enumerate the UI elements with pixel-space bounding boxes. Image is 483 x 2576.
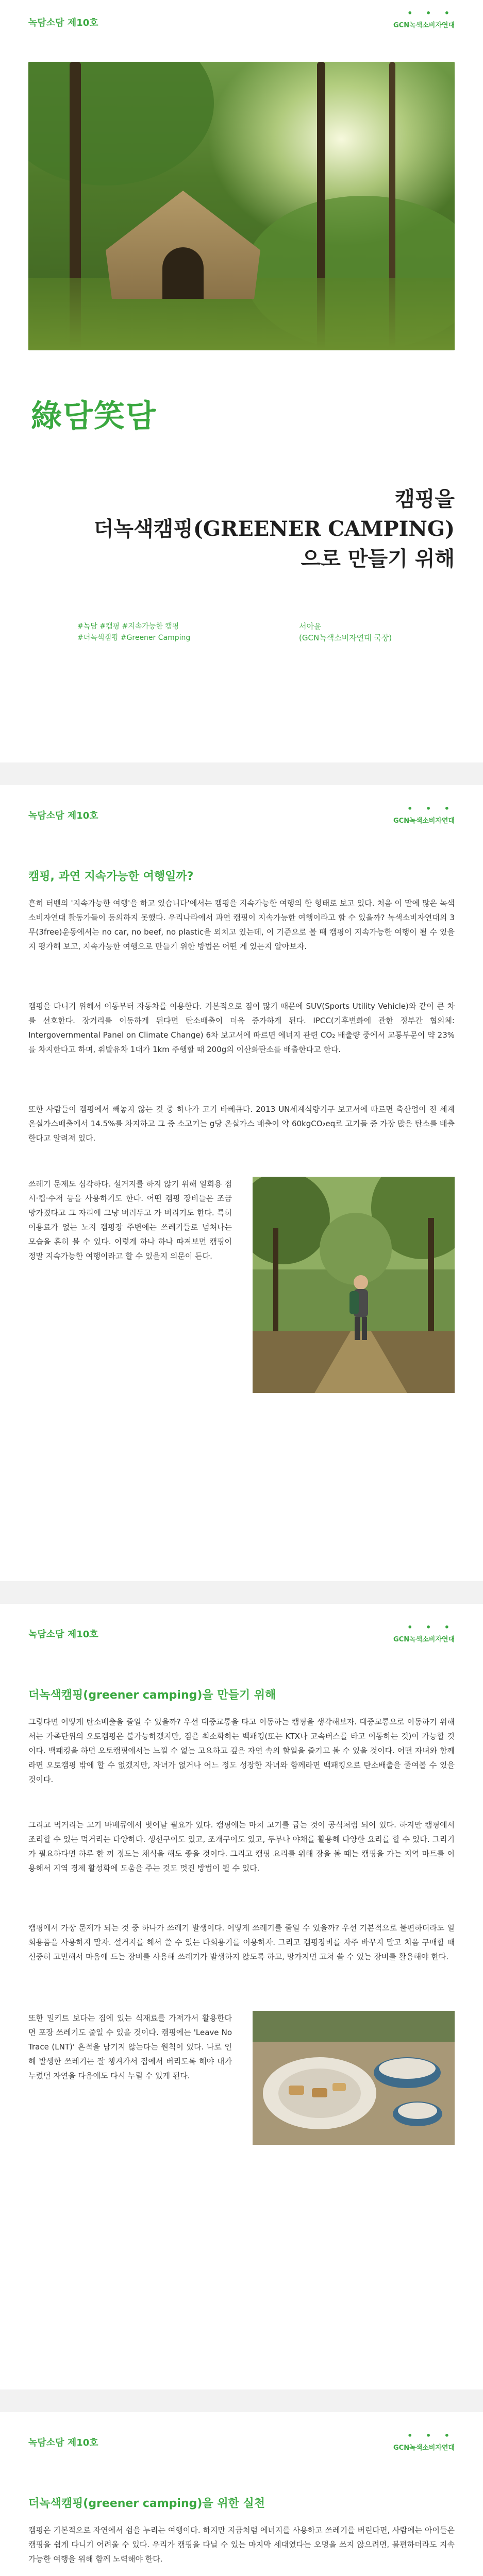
section-divider: [0, 762, 483, 785]
issue-label: 녹담소담 제10호: [28, 810, 98, 821]
dishes-illustration: [253, 2011, 455, 2145]
title-line: 더녹색캠핑(GREENER CAMPING): [93, 517, 455, 541]
section-practice: [0, 2412, 483, 2576]
author-name: 서아윤: [299, 622, 322, 631]
org-tag: [393, 10, 455, 29]
org-tag: [393, 806, 455, 825]
org-name: GCN녹색소비자연대: [393, 1636, 455, 1643]
paragraph: 캠핑에서 가장 문제가 되는 것 중 하나가 쓰레기 발생이다. 어떻게 쓰레기를 줄일 수 있을까? 우선 기본적으로 불편하더라도 일회용품을 사용하지 말자. 설거지를 해서 쓸 수 있는 다회용기를 이용하자. 그리고 캠핑장비를 자주 바꾸지 말고 처음 구매할 때 신중히 고민해서 마음에 드는 장비를 사용해 쓰레기가 발생하지 않도록 하고, 망가지면 고쳐 쓸 수 있는 장비를 활용해야 한다.: [28, 1923, 455, 1961]
paragraph: 캠핑을 다니기 위해서 이동부터 자동차를 이용한다. 기본적으로 짐이 많기 때문에 SUV(Sports Utility Vehicle)와 같이 큰 차를 선호한다. 장거리를 이동하게 된다면 탄소배출이 더욱 증가하게 된다. IPCC(기후변화에 관한 정부간 협의체: Intergovernmental Panel on Climate Change) 6차 보고서에 따르면 에너지 관련 CO₂ 배출량 중에서 교통부문이 약 23%를 차지한다고 하며, 휘발유차 1대가 1km 주행할 때 200g의 이산화탄소를 배출한다고 한다.: [28, 1002, 455, 1054]
paragraph: 쓰레기 문제도 심각하다. 설거지를 하지 않기 위해 일회용 접시·컵·수저 등을 사용하기도 한다. 어떤 캠핑 장비들은 조금 망가졌다고 그 자리에 그냥 버려두고 가 버리기도 한다. 특히 이용료가 없는 노지 캠핑장 주변에는 쓰레기들로 넘쳐나는 모습을 흔히 볼 수 있다. 이렇게 하나 하나 따져보면 캠핑이 정말 지속가능한 여행이라고 할 수 있을지 의문이 든다.: [28, 1179, 232, 1261]
photo-camping-dishes: [253, 2011, 455, 2145]
org-tag: [393, 1624, 455, 1643]
title-line: 으로 만들기 위해: [301, 547, 455, 571]
paragraph: 그리고 먹거리는 고기 바베큐에서 벗어날 필요가 있다. 캠핑에는 마치 고기를 굽는 것이 공식처럼 되어 있다. 하지만 캠핑에서 조리할 수 있는 먹거리는 다양하다. 생선구이도 있고, 조개구이도 있고, 두부나 야채를 활용해 다양한 요리를 할 수 있다. 그리기 가 필요하다면 하루 한 끼 정도는 채식을 해도 좋을 것이다. 그리고 캠핑 요리를 위해 장을 볼 때는 캠핑을 가는 지역 마트를 이용해서 지역 경제 활성화에 도움을 주는 것도 멋진 방법이 될 수 있다.: [28, 1820, 455, 1873]
hero-image-tent-in-forest: [28, 62, 455, 350]
issue-label: 녹담소담 제10호: [28, 2437, 98, 2448]
cover-section: [0, 0, 483, 762]
issue-label: 녹담소담 제10호: [28, 1629, 98, 1640]
hashtags: [77, 621, 190, 643]
dots-decoration: • • •: [407, 1622, 455, 1632]
paragraph: 캠핑은 기본적으로 자연에서 쉼을 누리는 여행이다. 하지만 지금처럼 에너지를 사용하고 쓰레기를 버린다면, 사람에는 아이들은 캠핑을 쉽게 다니기 어려울 수 있다. 우리가 캠핑을 다닐 수 있는 마지막 세대였다는 오명을 쓰지 않으려면, 불편하더라도 지속가능한 여행을 위해 함께 노력해야 한다.: [28, 2526, 455, 2564]
section-heading: 더녹색캠핑(greener camping)을 위한 실천: [28, 2497, 265, 2510]
hashtag-line: #녹담 #캠핑 #지속가능한 캠핑: [77, 622, 179, 631]
paragraph: 그렇다면 어떻게 탄소배출을 줄일 수 있을까? 우선 대중교통을 타고 이동하는 캠핑을 생각해보자. 대중교통으로 이동하기 위해서는 가족단위의 오토캠핑은 불가능하겠지만, 짐을 최소화하는 백패킹(또는 KTX나 고속버스를 타고 이동하는 것)이 가능할 것이다. 백패킹을 하면 오토캠핑에서는 느낄 수 없는 고요하고 깊은 자연 속의 할일을 즐기고 볼 수 있을 것이다. 어떤 자녀와 함께라면 오토캠핑 밖에 할 수 없겠지만, 자녀가 없거나 어느 정도 성장한 자녀와 함께라면 백패킹으로 탄소배출을 줄여볼 수 있을 것이다.: [28, 1717, 455, 1784]
title-line: 캠핑을: [395, 487, 455, 511]
section-divider: [0, 1581, 483, 1604]
paragraph: 또한 사람들이 캠핑에서 빼놓지 않는 것 중 하나가 고기 바베큐다. 2013 UN세계식량기구 보고서에 따르면 축산업이 전 세계 온실가스배출에서 14.5%를 차지하고 그 중 소고기는 g당 온실가스 배출이 약 60kgCO₂eq로 고기들 중 가장 많은 탄소를 배출한다고 알려져 있다.: [28, 1105, 455, 1143]
dots-decoration: • • •: [407, 8, 455, 18]
section-greener-camping: [0, 1604, 483, 2389]
hashtag-line: #더녹색캠핑 #Greener Camping: [77, 634, 191, 642]
section-sustainable-question: [0, 785, 483, 1581]
author-affiliation: (GCN녹색소비자연대 국장): [299, 633, 392, 642]
section-divider: [0, 2389, 483, 2412]
org-tag: [393, 2433, 455, 2452]
main-title: [94, 484, 455, 574]
foliage-shape: [28, 62, 214, 185]
issue-label: 녹담소담 제10호: [28, 18, 98, 28]
section-heading: 캠핑, 과연 지속가능한 여행일까?: [28, 870, 194, 883]
org-name: GCN녹색소비자연대: [393, 817, 455, 825]
org-name: GCN녹색소비자연대: [393, 2444, 455, 2452]
org-name: GCN녹색소비자연대: [393, 22, 455, 29]
author-block: [299, 621, 392, 643]
paragraph: 또한 밀키트 보다는 집에 있는 식재료를 가져가서 활용한다면 포장 쓰레기도 줄일 수 있을 것이다. 캠핑에는 'Leave No Trace (LNT)' 흔적을 남기지 않는다는 원칙이 있다. 나로 인해 발생한 쓰레기는 잘 챙겨가서 집에서 버리도록 해야 내가 누렸던 자연을 다음에도 다시 누릴 수 있게 된다.: [28, 2013, 232, 2080]
brand-logo: 綠담笑담: [31, 398, 157, 434]
paragraph: 흔히 터벤의 '지속가능한 여행'을 하고 있습니다'에서는 캠핑을 지속가능한 여행의 한 형태로 보고 있다. 처음 이 말에 많은 녹색소비자연대 활동가들이 동의하지 못했다. 우리나라에서 과연 캠핑이 지속가능한 여행이라고 할 수 있을까? 녹색소비자연대의 3무(3free)운동에서는 no car, no beef, no plastic을 외치고 있는데, 이 기준으로 볼 때 캠핑이 지속가능한 여행이 될 수 있을지 평가해 보고, 지속가능한 여행으로 만들기 위한 방법은 어떤 게 있는지 알아보자.: [28, 899, 455, 951]
dots-decoration: • • •: [407, 804, 455, 814]
section-heading: 더녹색캠핑(greener camping)을 만들기 위해: [28, 1689, 276, 1702]
forest-illustration: [253, 1177, 455, 1393]
dots-decoration: • • •: [407, 2431, 455, 2441]
photo-hiker-in-forest: [253, 1177, 455, 1393]
tent-door: [162, 247, 204, 299]
